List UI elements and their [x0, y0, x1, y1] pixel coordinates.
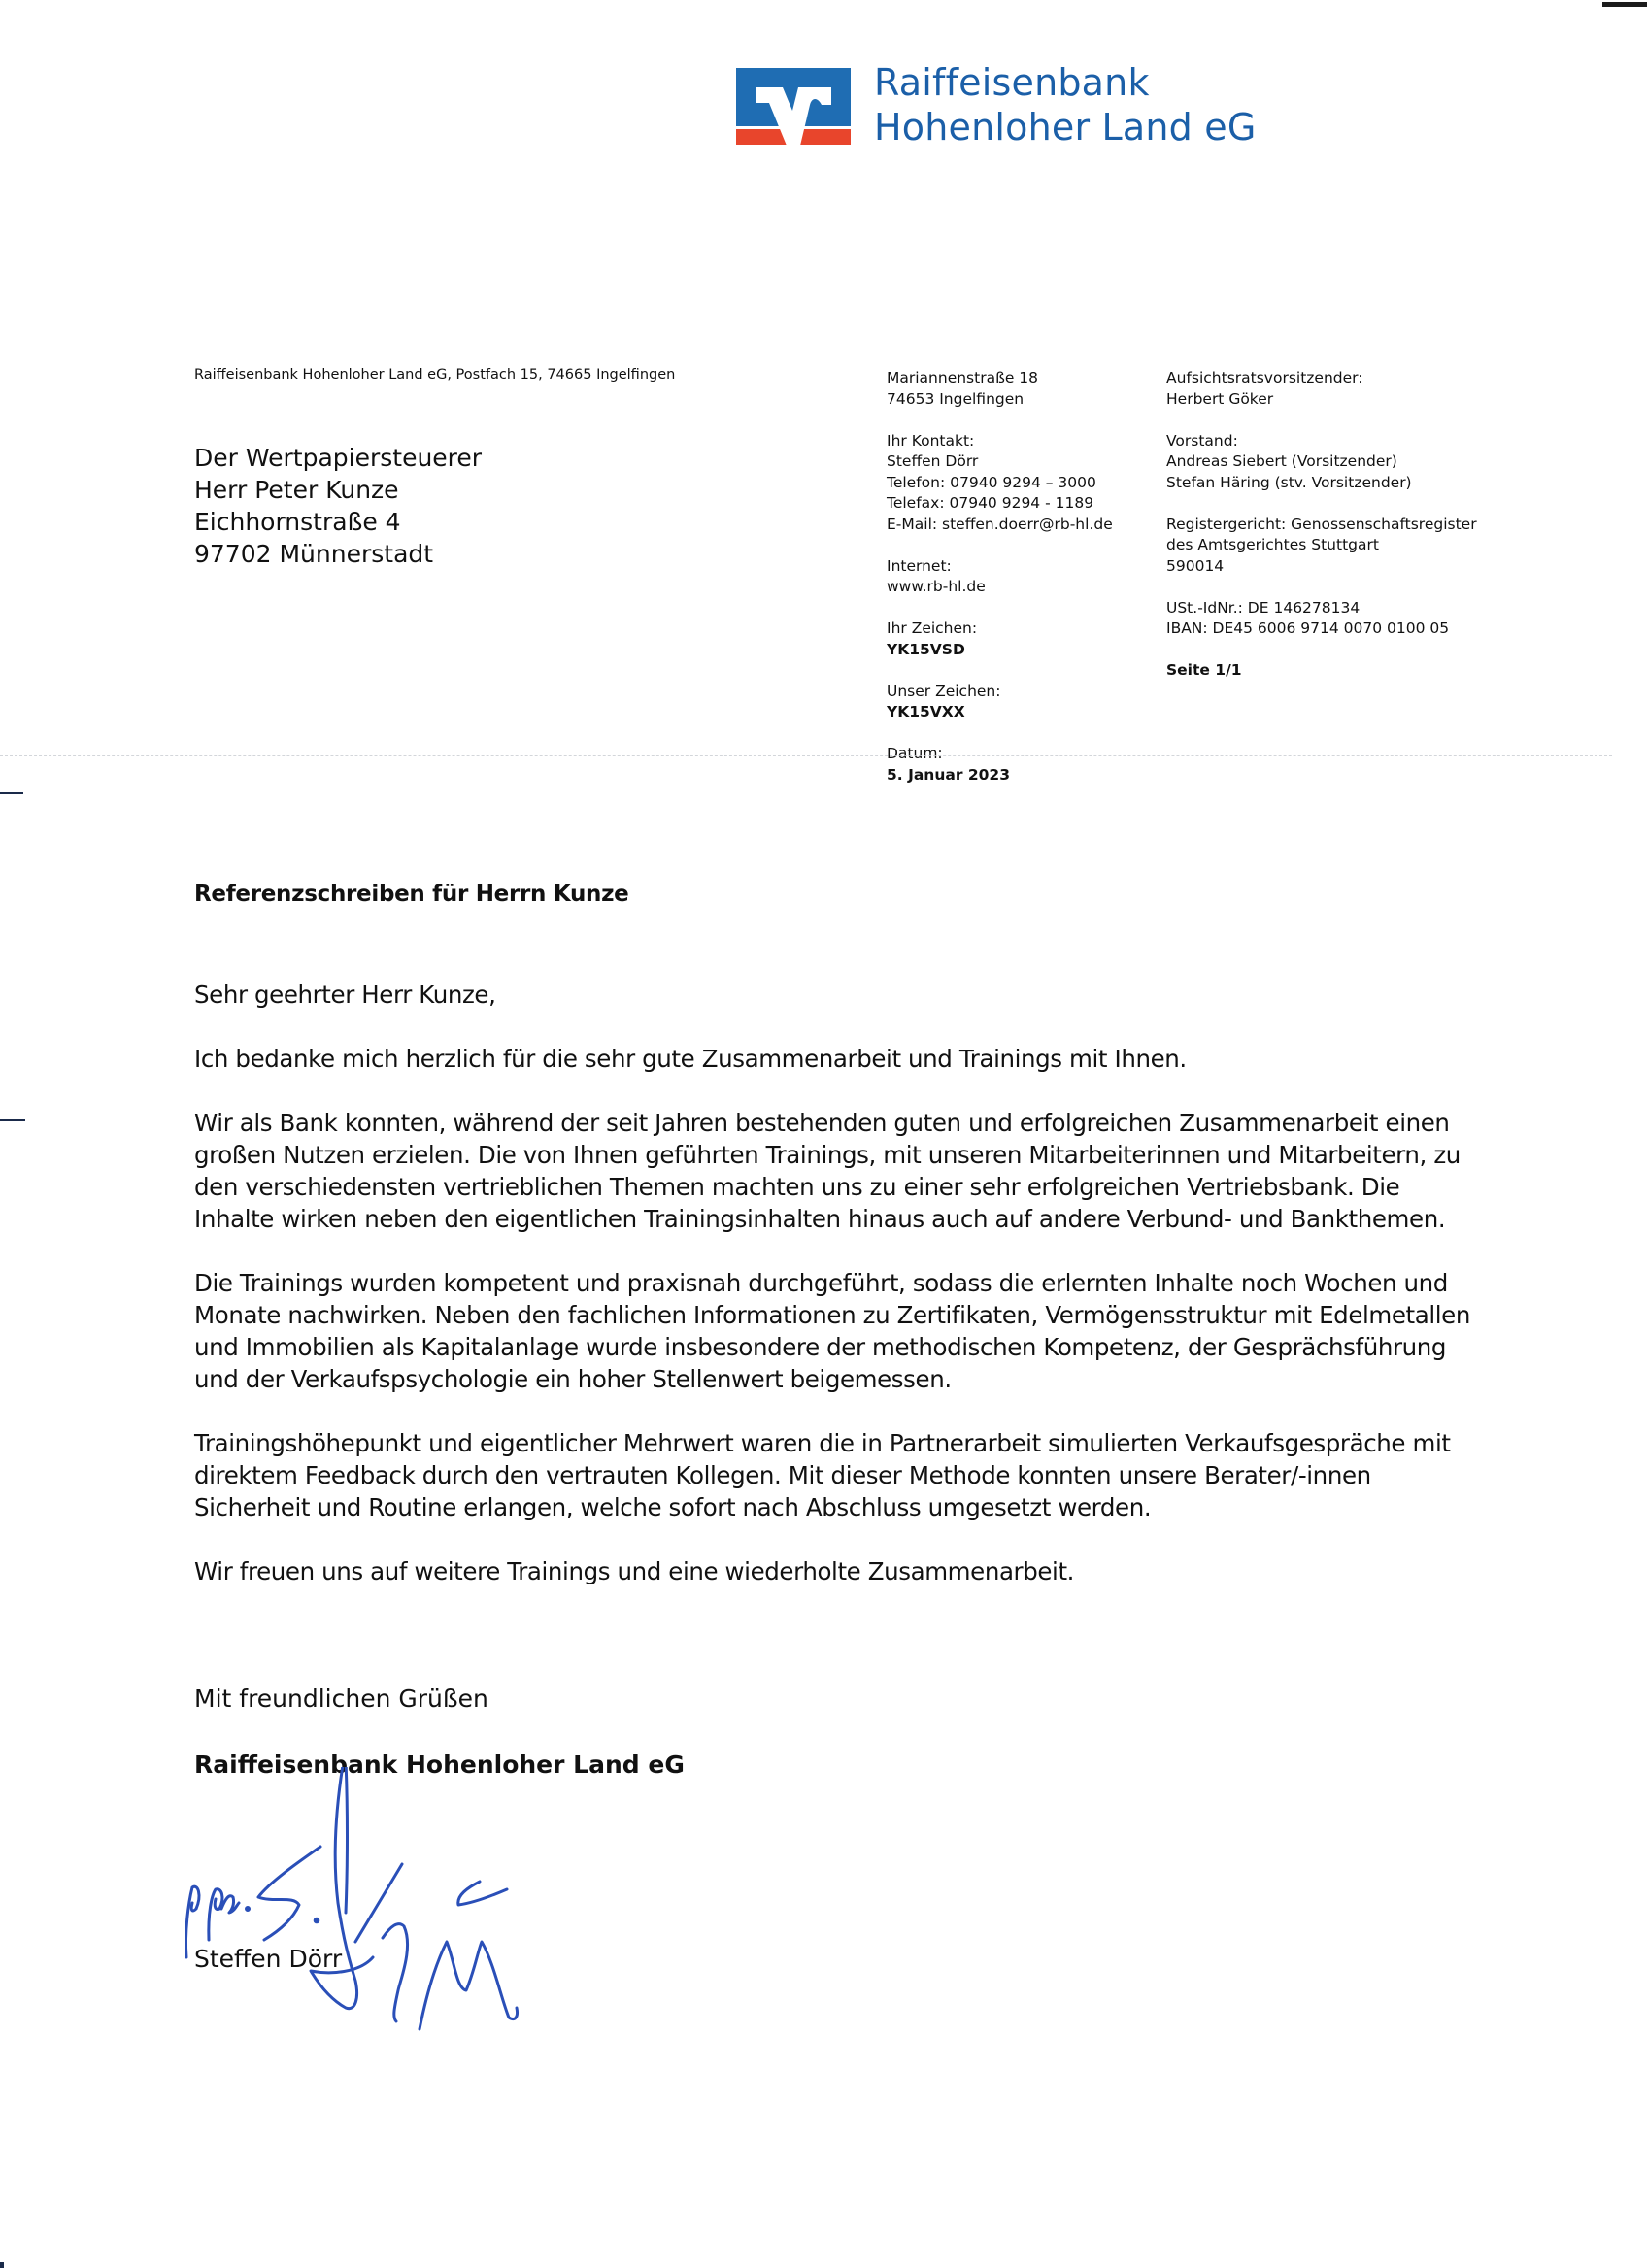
page-indicator: Seite 1/1	[1166, 661, 1242, 679]
paragraph-1: Ich bedanke mich herzlich für die sehr gute Zusammenarbeit und Trainings mit Ihnen.	[194, 1045, 1187, 1073]
your-reference-value: YK15VSD	[887, 640, 965, 658]
recipient-line-3: Eichhornstraße 4	[194, 508, 401, 536]
logo-line-1: Raiffeisenbank	[874, 61, 1150, 104]
fold-mark	[0, 792, 23, 794]
register-line-2: des Amtsgerichtes Stuttgart	[1166, 536, 1379, 553]
bottom-edge-mark	[0, 2262, 4, 2268]
bank-city: 74653 Ingelfingen	[887, 389, 1025, 408]
our-reference-block	[887, 682, 1159, 723]
our-reference-label: Unser Zeichen:	[887, 682, 1001, 700]
paragraph-2: Wir als Bank konnten, während der seit Jahren bestehenden guten und erfolgreichen Zusammenarbeit einen großen Nutzen erzielen. Die von Ihnen geführten Trainings, mit unseren Mitarbeiterinnen und Mitarbeitern, zu den verschiedensten vertrieblichen Themen machten uns zu einer sehr erfolgreichen Vertriebsbank. Die Inhalte wirken neben den eigentlichen Trainingsinhalten hinaus auch auf andere Verbund- und Bankthemen.	[194, 1109, 1461, 1233]
signature-organization: Raiffeisenbank Hohenloher Land eG	[194, 1751, 685, 1779]
date-block	[887, 744, 1159, 785]
paragraph-3: Die Trainings wurden kompetent und praxisnah durchgeführt, sodass die erlernten Inhalte noch Wochen und Monate nachwirken. Neben den fachlichen Informationen zu Zertifikaten, Vermögensstruktur mit Edelmetallen und Immobilien als Kapitalanlage wurde insbesondere der methodischen Kompetenz, der Gesprächsführung und der Verkaufspsychologie ein hoher Stellenwert beigemessen.	[194, 1269, 1470, 1393]
contact-email: E-Mail: steffen.doerr@rb-hl.de	[887, 515, 1113, 533]
internet-url: www.rb-hl.de	[887, 578, 986, 595]
recipient-line-1: Der Wertpapiersteuerer	[194, 444, 483, 472]
board-block	[1166, 431, 1574, 494]
contact-name: Steffen Dörr	[887, 452, 979, 470]
our-reference-value: YK15VXX	[887, 703, 965, 720]
contact-label: Ihr Kontakt:	[887, 431, 975, 450]
supervisory-block	[1166, 368, 1574, 410]
paragraph-4: Trainingshöhepunkt und eigentlicher Mehrwert waren die in Partnerarbeit simulierten Verkaufsgespräche mit direktem Feedback durch den vertrauten Kollegen. Mit dieser Methode konnten unsere Berater/-innen Sicherheit und Routine erlangen, welche sofort nach Abschluss umgesetzt werden.	[194, 1429, 1451, 1521]
contact-info-column	[887, 368, 1159, 785]
your-reference-block	[887, 618, 1159, 660]
legal-info-column	[1166, 368, 1574, 682]
contact-fax: Telefax: 07940 9294 - 1189	[887, 494, 1094, 512]
sender-return-address: Raiffeisenbank Hohenloher Land eG, Postfach 15, 74665 Ingelfingen	[194, 367, 676, 383]
board-member-1: Andreas Siebert (Vorsitzender)	[1166, 452, 1397, 470]
supervisory-name: Herbert Göker	[1166, 389, 1274, 408]
scan-corner-mark	[1602, 2, 1647, 7]
bank-street: Mariannenstraße 18	[887, 369, 1039, 386]
handwritten-signature	[165, 1767, 573, 2039]
signature-name: Steffen Dörr	[194, 1945, 343, 1973]
board-member-2: Stefan Häring (stv. Vorsitzender)	[1166, 473, 1412, 491]
letter-body	[194, 979, 1476, 1619]
closing-phrase: Mit freundlichen Grüßen	[194, 1684, 488, 1713]
register-number: 590014	[1166, 556, 1225, 575]
logo-line-2: Hohenloher Land eG	[874, 106, 1257, 149]
contact-phone: Telefon: 07940 9294 – 3000	[887, 473, 1096, 491]
register-block	[1166, 515, 1574, 578]
board-label: Vorstand:	[1166, 431, 1238, 450]
tax-bank-block	[1166, 598, 1574, 640]
fold-line	[0, 755, 1612, 756]
internet-block	[887, 556, 1159, 598]
iban: IBAN: DE45 6006 9714 0070 0100 05	[1166, 619, 1450, 637]
punch-mark	[0, 1119, 25, 1121]
internet-label: Internet:	[887, 556, 952, 575]
paragraph-5: Wir freuen uns auf weitere Trainings und eine wiederholte Zusammenarbeit.	[194, 1557, 1075, 1585]
recipient-line-4: 97702 Münnerstadt	[194, 540, 434, 568]
bank-address-block	[887, 368, 1159, 410]
your-reference-label: Ihr Zeichen:	[887, 619, 978, 637]
register-line-1: Registergericht: Genossenschaftsregister	[1166, 515, 1477, 533]
vat-id: USt.-IdNr.: DE 146278134	[1166, 598, 1361, 617]
bank-logo-text	[874, 60, 1257, 150]
date-label: Datum:	[887, 745, 943, 762]
supervisory-label: Aufsichtsratsvorsitzender:	[1166, 369, 1363, 386]
recipient-line-2: Herr Peter Kunze	[194, 476, 399, 504]
salutation: Sehr geehrter Herr Kunze,	[194, 981, 496, 1009]
date-value: 5. Januar 2023	[887, 765, 1011, 784]
contact-block	[887, 431, 1159, 536]
letter-subject: Referenzschreiben für Herrn Kunze	[194, 882, 629, 907]
volksbank-raiffeisenbank-logo-icon	[736, 68, 851, 146]
recipient-address	[194, 442, 482, 570]
